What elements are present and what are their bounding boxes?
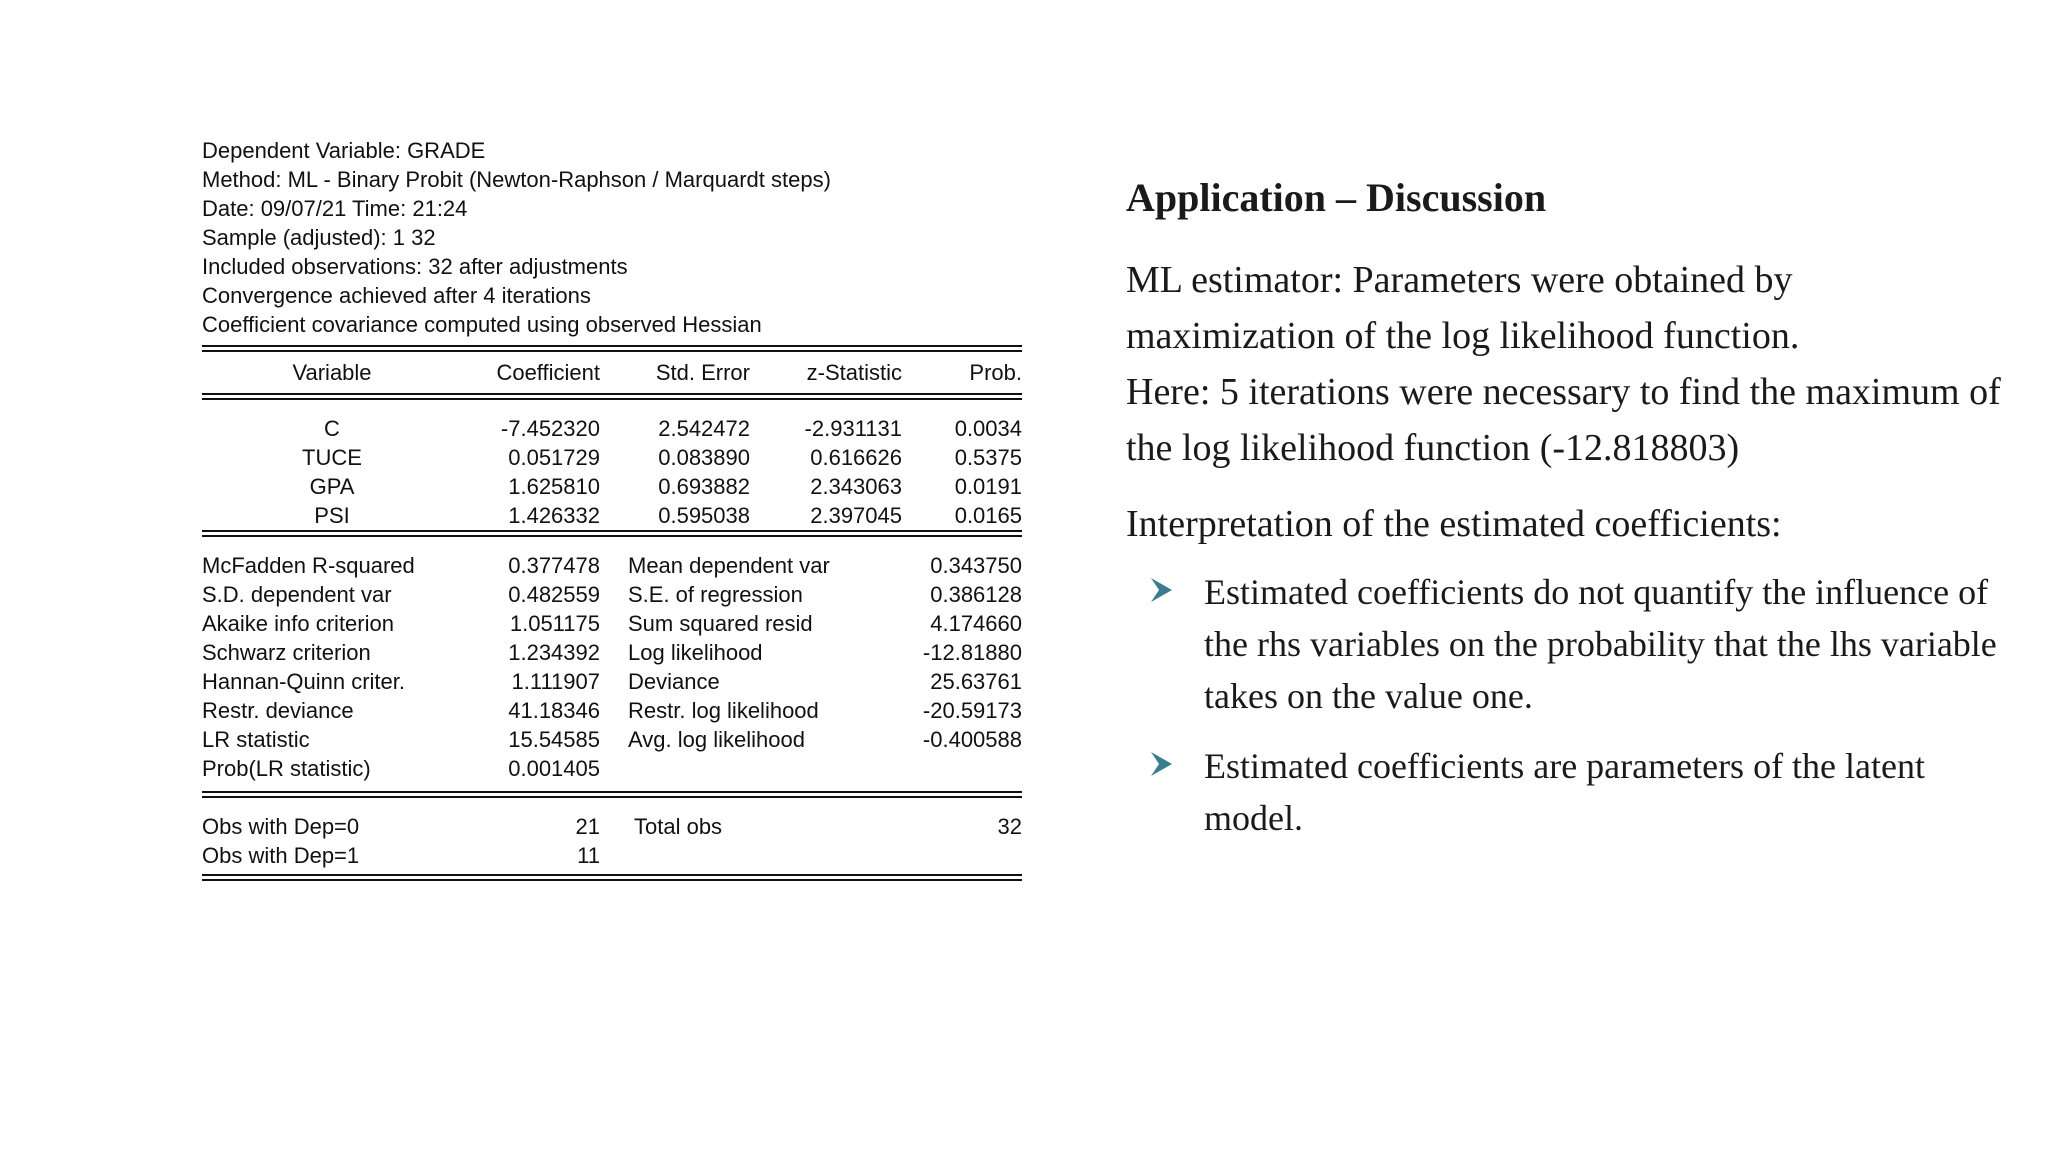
discussion-title: Application – Discussion bbox=[1126, 175, 1547, 220]
stat-label: Avg. log likelihood bbox=[628, 727, 805, 752]
double-rule bbox=[202, 345, 1022, 352]
coef-value: 1.625810 bbox=[508, 474, 600, 499]
stat-value: -20.59173 bbox=[922, 698, 1022, 723]
discussion-panel bbox=[1126, 168, 2006, 862]
obs-label: Obs with Dep=1 bbox=[202, 843, 360, 868]
stat-value: 4.174660 bbox=[930, 611, 1022, 636]
stat-label: Sum squared resid bbox=[628, 611, 813, 636]
summary-statistics-table bbox=[202, 551, 1022, 783]
list-item bbox=[1126, 566, 2006, 722]
stat-label: Mean dependent var bbox=[628, 553, 830, 578]
table-row bbox=[202, 812, 1022, 841]
coef-variable: GPA bbox=[309, 474, 355, 499]
double-rule bbox=[202, 393, 1022, 400]
coef-z-statistic: 0.616626 bbox=[810, 445, 902, 470]
obs-value bbox=[906, 841, 1022, 870]
discussion-subheading: Interpretation of the estimated coefficients: bbox=[1126, 503, 1782, 545]
coef-variable: TUCE bbox=[302, 445, 362, 470]
table-row bbox=[202, 414, 1022, 443]
coef-value: -7.452320 bbox=[500, 416, 600, 441]
stat-label: LR statistic bbox=[202, 727, 310, 752]
coef-prob: 0.5375 bbox=[954, 445, 1022, 470]
obs-label: Obs with Dep=0 bbox=[202, 814, 360, 839]
stat-value: 1.111907 bbox=[511, 669, 600, 694]
coef-z-statistic: 2.397045 bbox=[810, 503, 902, 528]
stat-label: Schwarz criterion bbox=[202, 640, 371, 665]
stat-label: Restr. deviance bbox=[202, 698, 354, 723]
double-rule bbox=[202, 530, 1022, 537]
meta-convergence: Convergence achieved after 4 iterations bbox=[202, 283, 591, 308]
stat-label: Log likelihood bbox=[628, 640, 763, 665]
double-rule bbox=[202, 874, 1022, 881]
stat-label bbox=[600, 754, 900, 783]
meta-date-time: Date: 09/07/21 Time: 21:24 bbox=[202, 196, 468, 221]
stat-label: McFadden R-squared bbox=[202, 553, 415, 578]
stat-label: S.E. of regression bbox=[628, 582, 803, 607]
discussion-paragraph-iterations: Here: 5 iterations were necessary to find the maximum of the log likelihood function (-12.818803) bbox=[1126, 371, 2001, 469]
stat-value: 0.482559 bbox=[508, 582, 600, 607]
stat-label: Prob(LR statistic) bbox=[202, 756, 371, 781]
bullet-text: Estimated coefficients do not quantify the influence of the rhs variables on the probability that the lhs variable takes on the value one. bbox=[1204, 572, 1997, 716]
table-row bbox=[202, 472, 1022, 501]
table-row bbox=[202, 754, 1022, 783]
coef-value: 0.051729 bbox=[508, 445, 600, 470]
meta-sample: Sample (adjusted): 1 32 bbox=[202, 225, 436, 250]
coef-value: 1.426332 bbox=[508, 503, 600, 528]
header-std-error: Std. Error bbox=[655, 360, 750, 385]
meta-included-observations: Included observations: 32 after adjustments bbox=[202, 254, 628, 279]
table-row bbox=[202, 443, 1022, 472]
stat-label: Deviance bbox=[628, 669, 720, 694]
stat-value: 1.051175 bbox=[509, 611, 600, 636]
table-row bbox=[202, 609, 1022, 638]
meta-covariance: Coefficient covariance computed using observed Hessian bbox=[202, 312, 762, 337]
table-row bbox=[202, 551, 1022, 580]
coef-variable: PSI bbox=[314, 503, 350, 528]
table-row bbox=[202, 725, 1022, 754]
table-row bbox=[202, 501, 1022, 530]
stat-value: -12.81880 bbox=[922, 640, 1022, 665]
stat-label: Hannan-Quinn criter. bbox=[202, 669, 405, 694]
coef-std-error: 0.083890 bbox=[658, 445, 750, 470]
obs-label bbox=[600, 841, 906, 870]
meta-dependent-variable: Dependent Variable: GRADE bbox=[202, 138, 486, 163]
header-coefficient: Coefficient bbox=[496, 360, 600, 385]
stat-label: Akaike info criterion bbox=[202, 611, 394, 636]
coef-std-error: 0.595038 bbox=[658, 503, 750, 528]
table-row bbox=[202, 580, 1022, 609]
coef-z-statistic: -2.931131 bbox=[804, 416, 902, 441]
coef-z-statistic: 2.343063 bbox=[810, 474, 902, 499]
coef-variable: C bbox=[324, 416, 340, 441]
obs-label: Total obs bbox=[634, 814, 723, 839]
stat-value bbox=[900, 754, 1022, 783]
table-row bbox=[202, 638, 1022, 667]
bullet-text: Estimated coefficients are parameters of the latent model. bbox=[1204, 746, 1926, 838]
coef-prob: 0.0034 bbox=[954, 416, 1022, 441]
arrowhead-bullet-icon bbox=[1148, 744, 1178, 784]
header-z-statistic: z-Statistic bbox=[806, 360, 902, 385]
coef-prob: 0.0165 bbox=[954, 503, 1022, 528]
header-variable: Variable bbox=[292, 360, 372, 385]
coefficient-rows bbox=[202, 414, 1022, 530]
table-row bbox=[202, 696, 1022, 725]
stat-label: S.D. dependent var bbox=[202, 582, 392, 607]
stat-value: 41.18346 bbox=[508, 698, 600, 723]
header-prob: Prob. bbox=[969, 360, 1022, 385]
stat-value: 25.63761 bbox=[930, 669, 1022, 694]
observation-counts-table bbox=[202, 812, 1022, 870]
obs-value: 21 bbox=[575, 814, 600, 839]
table-row bbox=[202, 841, 1022, 870]
stat-value: 0.001405 bbox=[508, 756, 600, 781]
output-metadata bbox=[202, 136, 1022, 345]
coef-std-error: 2.542472 bbox=[658, 416, 750, 441]
stat-value: 1.234392 bbox=[508, 640, 600, 665]
coefficient-table bbox=[202, 352, 1022, 393]
list-item bbox=[1126, 740, 2006, 844]
regression-output bbox=[202, 136, 1022, 881]
table-row bbox=[202, 667, 1022, 696]
stat-value: 0.343750 bbox=[930, 553, 1022, 578]
discussion-bullet-list bbox=[1126, 566, 2006, 844]
stat-value: 15.54585 bbox=[508, 727, 600, 752]
arrowhead-bullet-icon bbox=[1148, 570, 1178, 610]
double-rule bbox=[202, 791, 1022, 798]
coefficient-header-row bbox=[202, 352, 1022, 393]
meta-method: Method: ML - Binary Probit (Newton-Raphson / Marquardt steps) bbox=[202, 167, 831, 192]
stat-label: Restr. log likelihood bbox=[628, 698, 819, 723]
stat-value: -0.400588 bbox=[922, 727, 1022, 752]
discussion-paragraph-ml-estimator: ML estimator: Parameters were obtained by maximization of the log likelihood function. bbox=[1126, 259, 1800, 357]
obs-value: 11 bbox=[577, 843, 600, 868]
obs-value: 32 bbox=[997, 814, 1022, 839]
stat-value: 0.386128 bbox=[930, 582, 1022, 607]
coef-std-error: 0.693882 bbox=[658, 474, 750, 499]
stat-value: 0.377478 bbox=[508, 553, 600, 578]
coef-prob: 0.0191 bbox=[954, 474, 1022, 499]
